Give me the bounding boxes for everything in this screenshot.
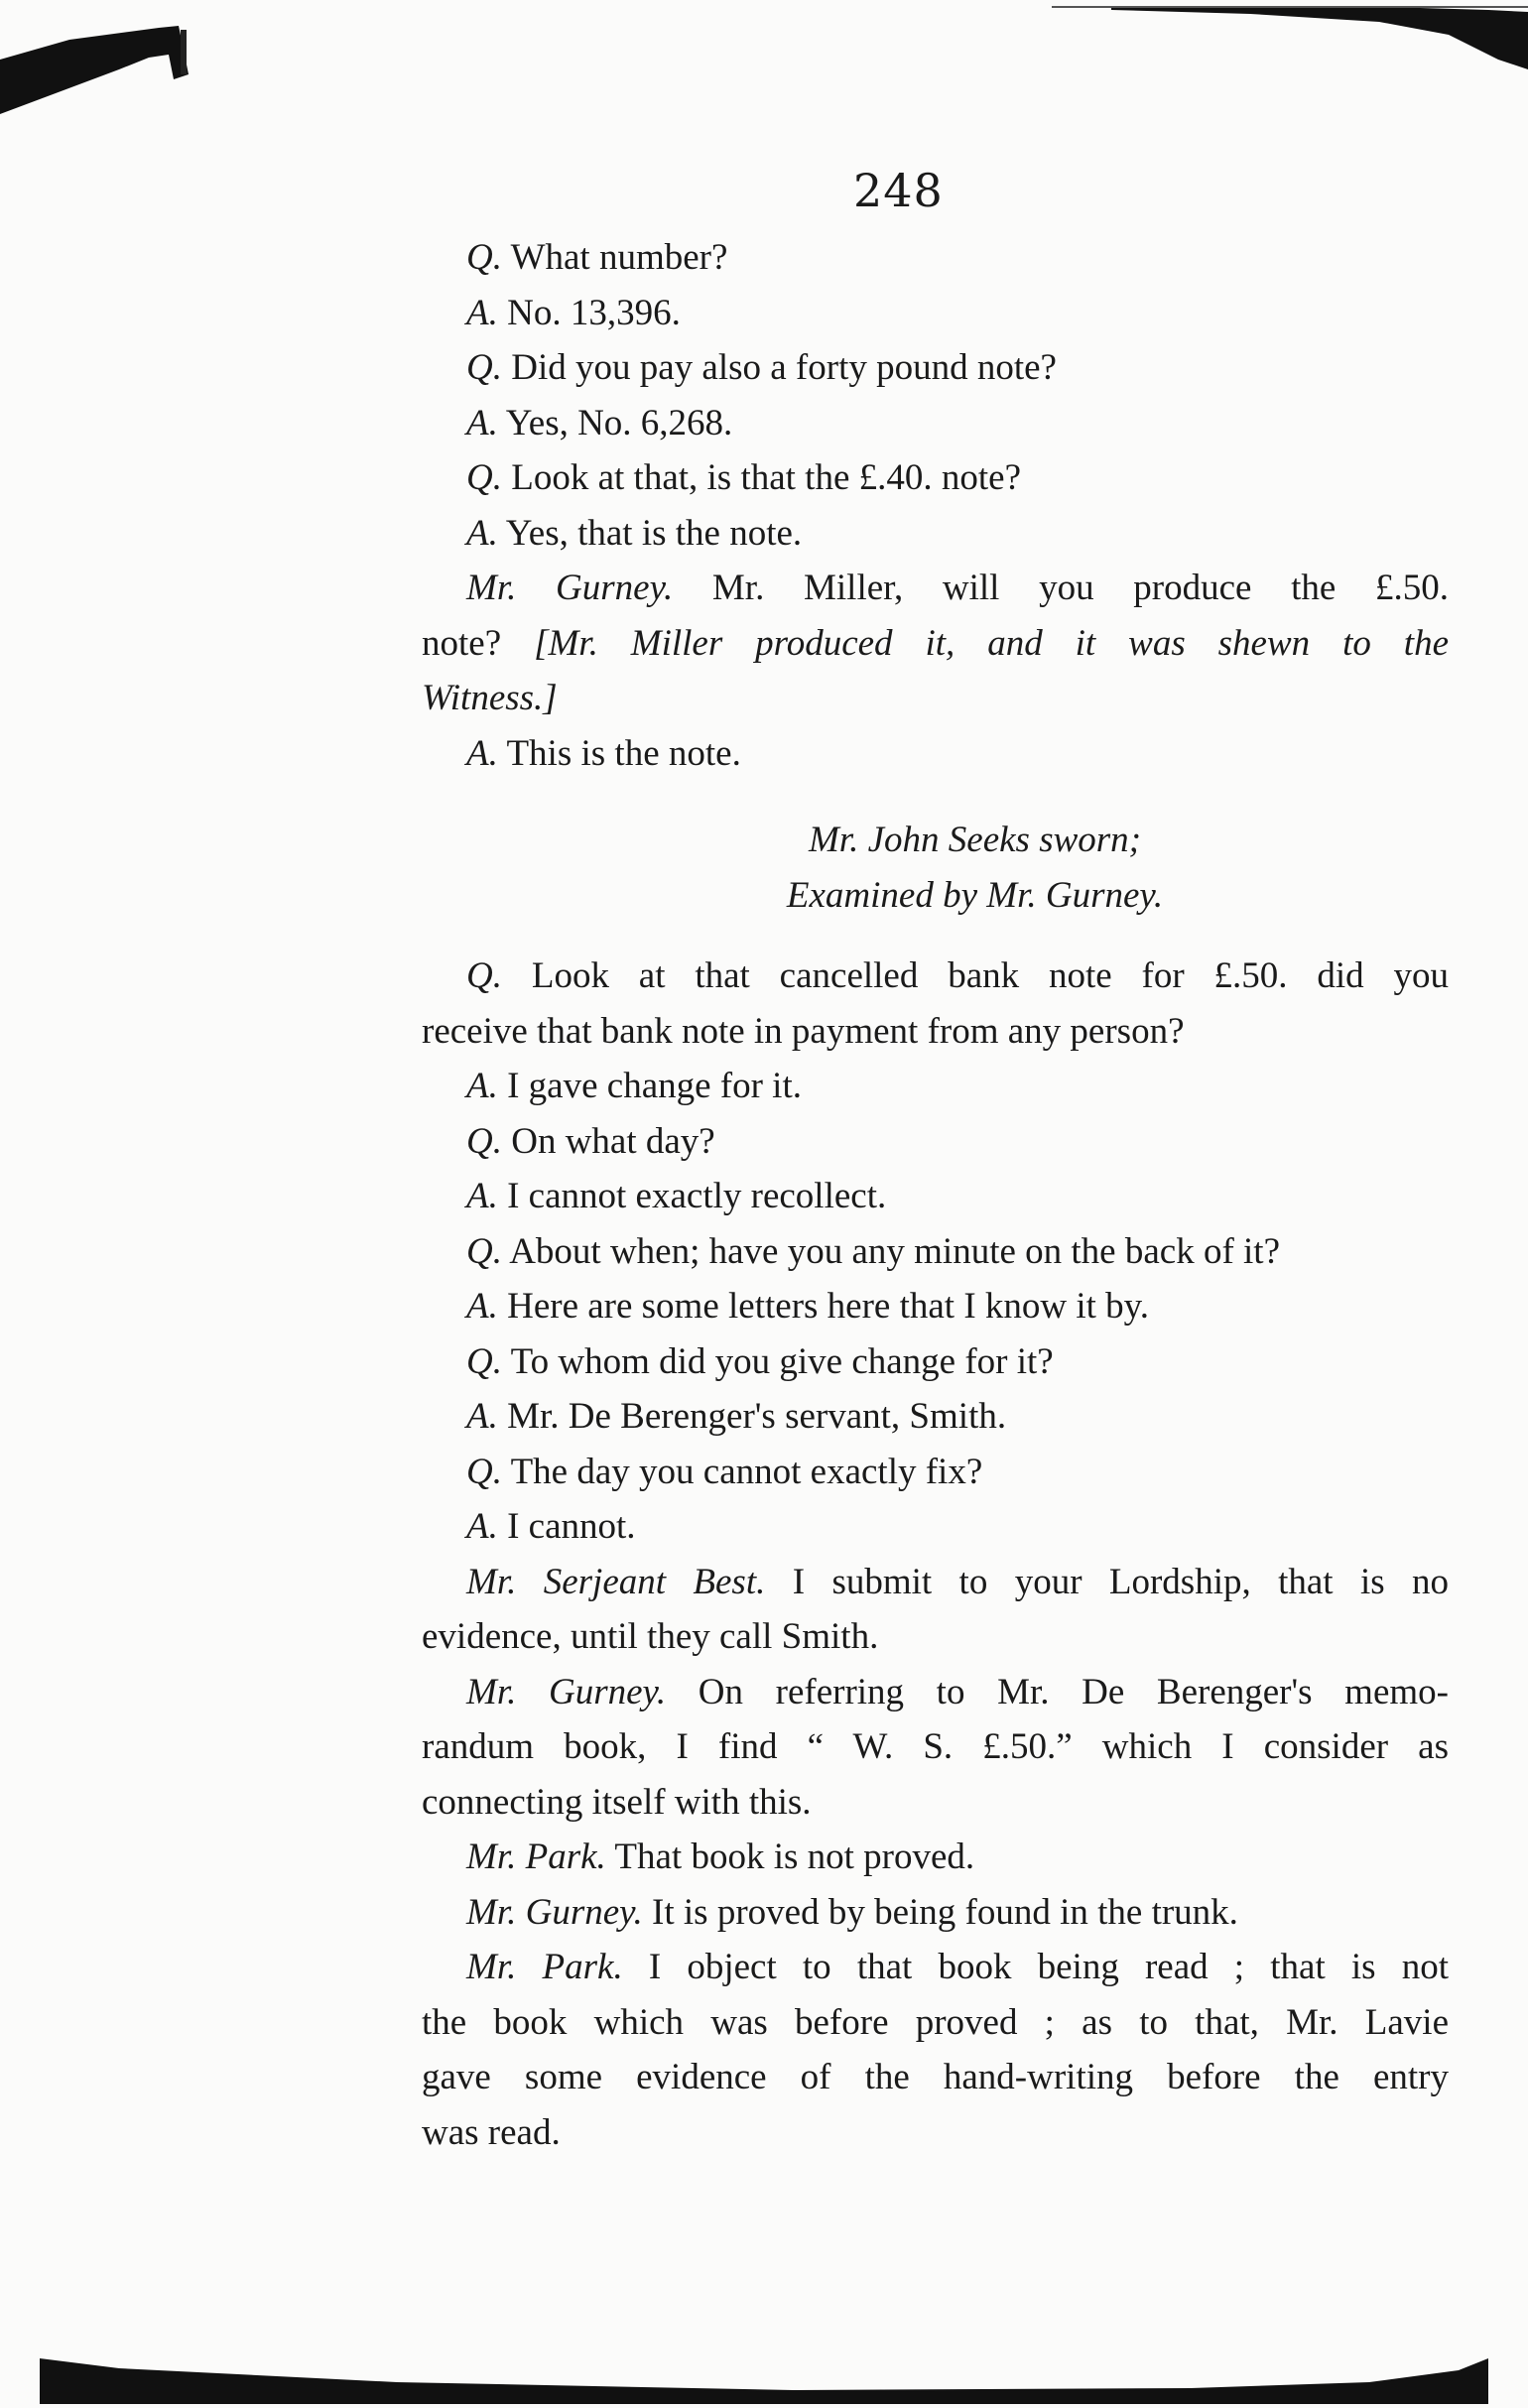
scan-edge-shadow-bottom xyxy=(0,2299,1528,2408)
park-statement-line: was read. xyxy=(422,2111,561,2153)
qa-line: Q. About when; have you any minute on the back of it? xyxy=(466,1230,1281,1272)
page-number: 248 xyxy=(853,164,944,217)
witness-heading: Mr. John Seeks sworn; xyxy=(808,820,1141,860)
gurney-statement-line: Witness.] xyxy=(422,678,558,718)
gurney-statement-line: Mr. Gurney. It is proved by being found in the trunk. xyxy=(466,1891,1238,1933)
best-statement-line: Mr. Serjeant Best. I submit to your Lordship, that is no xyxy=(466,1561,1450,1602)
gurney-statement-line: Mr. Gurney. On referring to Mr. De Berenger's memo- xyxy=(466,1671,1449,1712)
qa-line: Q. Look at that, is that the £.40. note? xyxy=(466,457,1022,498)
qa-line: A. I cannot exactly recollect. xyxy=(466,1176,887,1216)
gurney-statement-line: note? [Mr. Miller produced it, and it was shewn to the xyxy=(422,622,1449,664)
gurney-statement-line: randum book, I find “ W. S. £.50.” which I consider as xyxy=(422,1726,1449,1767)
qa-line: Q. Look at that cancelled bank note for £.50. did you xyxy=(466,955,1449,996)
qa-line: A. This is the note. xyxy=(466,732,741,774)
park-statement-line: gave some evidence of the hand-writing before the entry xyxy=(422,2057,1449,2097)
park-statement-line: Mr. Park. That book is not proved. xyxy=(466,1837,975,1877)
qa-line: Q. On what day? xyxy=(466,1120,715,1162)
qa-line: A. I cannot. xyxy=(466,1506,636,1547)
qa-line: A. I gave change for it. xyxy=(466,1066,802,1106)
qa-line: A. No. 13,396. xyxy=(466,292,681,333)
qa-line: A. Yes, that is the note. xyxy=(466,512,803,554)
qa-line: receive that bank note in payment from any person? xyxy=(422,1010,1185,1052)
scan-edge-shadow-top-right xyxy=(1052,0,1528,79)
gurney-statement-line: connecting itself with this. xyxy=(422,1781,812,1823)
best-statement-line: evidence, until they call Smith. xyxy=(422,1616,879,1657)
qa-line: Q. What number? xyxy=(466,237,728,278)
park-statement-line: the book which was before proved ; as to that, Mr. Lavie xyxy=(422,2001,1449,2043)
text-body xyxy=(422,230,1449,2160)
qa-line: A. Mr. De Berenger's servant, Smith. xyxy=(466,1396,1007,1437)
qa-line: A. Yes, No. 6,268. xyxy=(466,402,733,444)
witness-subheading: Examined by Mr. Gurney. xyxy=(786,874,1164,916)
qa-line: Q. To whom did you give change for it? xyxy=(466,1340,1054,1382)
gurney-statement-line: Mr. Gurney. Mr. Miller, will you produce the £.50. xyxy=(466,568,1450,608)
qa-line: A. Here are some letters here that I know it by. xyxy=(466,1286,1150,1327)
qa-line: Q. The day you cannot exactly fix? xyxy=(466,1451,983,1492)
park-statement-line: Mr. Park. I object to that book being read ; that is not xyxy=(466,1947,1449,1987)
scan-edge-shadow-top-left xyxy=(0,0,228,129)
qa-line: Q. Did you pay also a forty pound note? xyxy=(466,347,1057,388)
